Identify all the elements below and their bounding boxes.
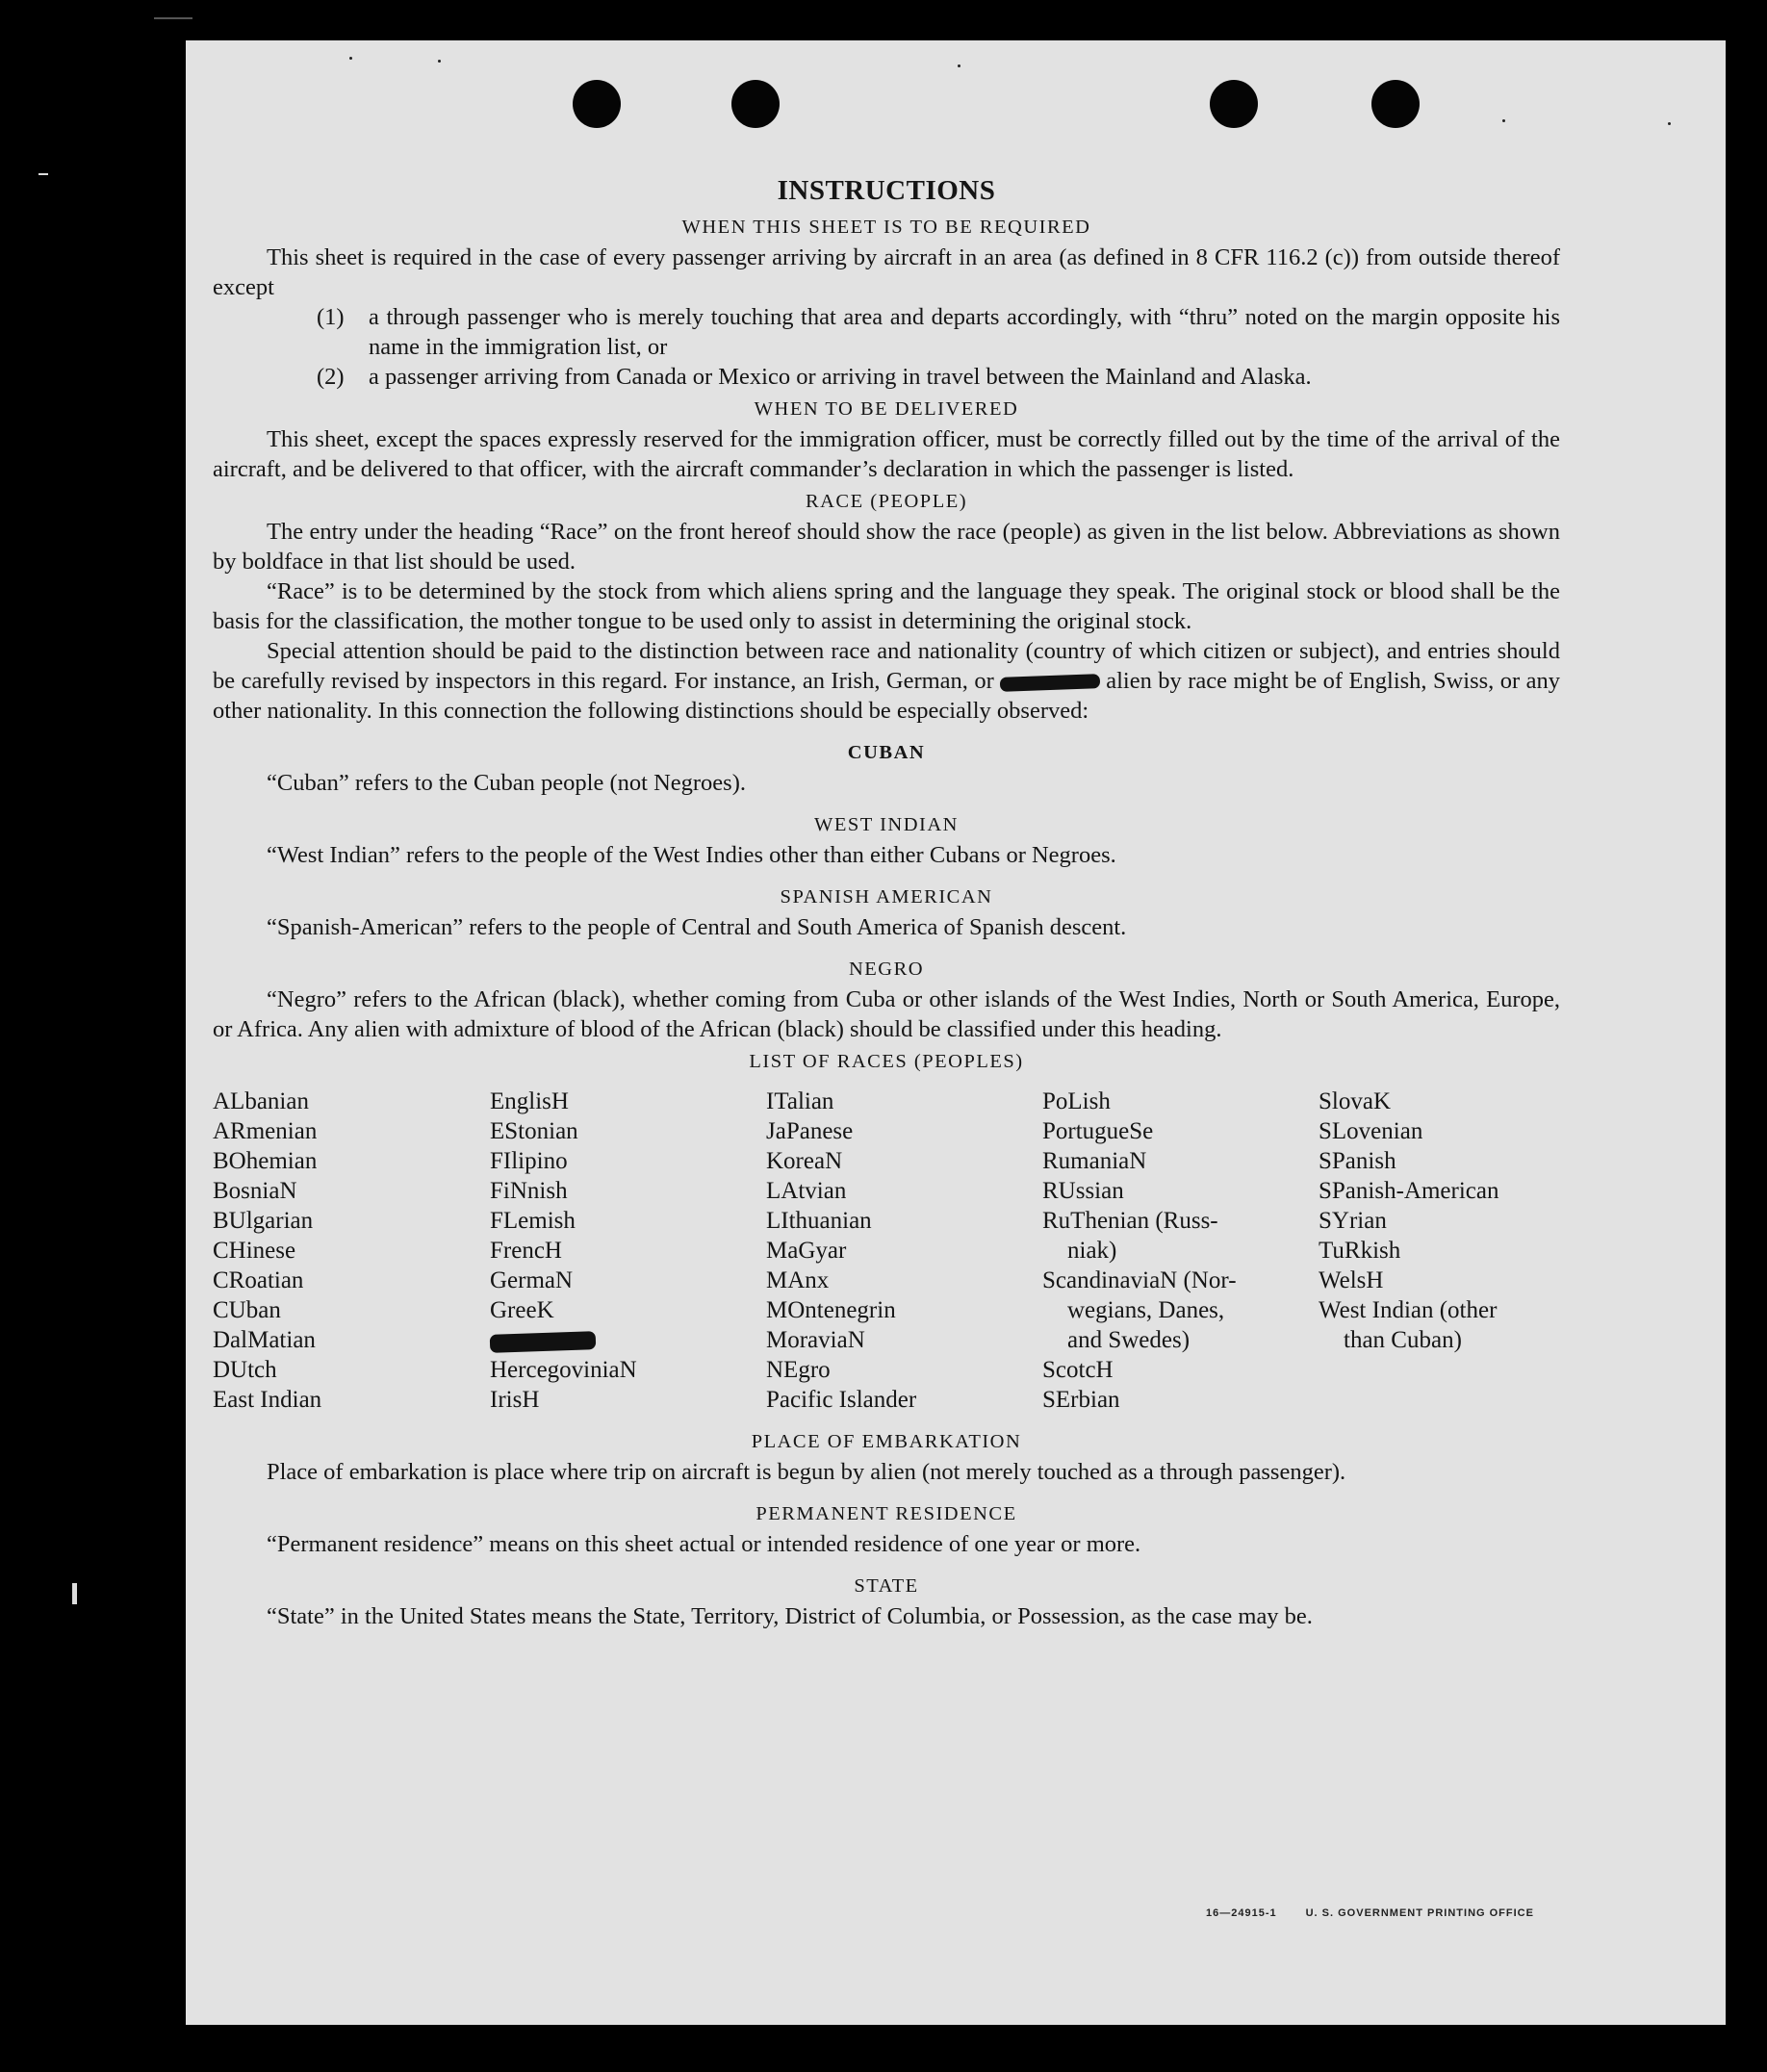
document-page: [186, 40, 1726, 2025]
race-entry: BOhemian: [213, 1148, 318, 1174]
race-column: [1319, 1087, 1559, 1415]
race-entry: BosniaN: [213, 1178, 297, 1204]
section-heading: RACE (PEOPLE): [805, 491, 968, 512]
punch-hole: [1371, 80, 1420, 128]
speck: [349, 57, 352, 60]
scan-mark: [72, 1583, 77, 1604]
paragraph: “Permanent residence” means on this sheet actual or intended residence of one year or more.: [267, 1531, 1141, 1557]
paragraph: “State” in the United States means the State, Territory, District of Columbia, or Possession, as the case may be.: [267, 1603, 1313, 1629]
race-entry: ALbanian: [213, 1088, 309, 1114]
race-entry: and Swedes): [1067, 1327, 1191, 1353]
instructions-body: [213, 171, 1560, 1631]
speck: [1502, 119, 1505, 122]
race-entry: TuRkish: [1319, 1238, 1401, 1264]
race-column: [766, 1087, 1042, 1415]
race-entry: WelsH: [1319, 1267, 1384, 1293]
race-entry: DalMatian: [213, 1327, 316, 1353]
race-entry: SLovenian: [1319, 1118, 1423, 1144]
race-entry: IrisH: [490, 1387, 540, 1413]
race-entry: FiNnish: [490, 1178, 568, 1204]
race-entry: RumaniaN: [1042, 1148, 1147, 1174]
paragraph: This sheet is required in the case of every passenger arriving by aircraft in an area (as defined in 8 CFR 116.2 (c)) from outside thereof except: [213, 244, 1560, 300]
section-heading: PERMANENT RESIDENCE: [755, 1503, 1017, 1524]
race-entry: DUtch: [213, 1357, 277, 1383]
race-entry: SYrian: [1319, 1208, 1387, 1234]
race-entry: HercegoviniaN: [490, 1357, 637, 1383]
race-list: [213, 1087, 1560, 1415]
form-number: 16—24915-1: [1206, 1907, 1277, 1919]
race-entry: NEgro: [766, 1357, 831, 1383]
race-entry: RUssian: [1042, 1178, 1124, 1204]
page-title: INSTRUCTIONS: [777, 175, 996, 206]
race-entry: PoLish: [1042, 1088, 1111, 1114]
paragraph: Place of embarkation is place where trip on aircraft is begun by alien (not merely touched as a through passenger).: [267, 1459, 1346, 1485]
race-entry: FIlipino: [490, 1148, 568, 1174]
race-entry: niak): [1067, 1238, 1117, 1264]
printer-imprint: [1206, 1907, 1563, 1919]
paragraph: This sheet, except the spaces expressly reserved for the immigration officer, must be correctly filled out by the time of the arrival of the aircraft, and be delivered to that officer, with the aircraft commander’s declaration in which the passenger is listed.: [213, 426, 1560, 482]
exception-item: (1) a through passenger who is merely touching that area and departs accordingly, with “thru” noted on the margin opposite his name in the immigration list, or: [317, 304, 1560, 360]
race-entry: LAtvian: [766, 1178, 847, 1204]
race-entry: GreeK: [490, 1297, 554, 1323]
race-entry: RuThenian (Russ-: [1042, 1208, 1218, 1234]
punch-hole: [1210, 80, 1258, 128]
race-column: [1042, 1087, 1319, 1415]
section-heading: CUBAN: [847, 742, 926, 763]
race-entry: JaPanese: [766, 1118, 854, 1144]
paragraph: Special attention should be paid to the distinction between race and nationality (country of which citizen or subject), and entries should be carefully revised by inspectors in this regard. For instance, an Irish, German, or alien by race might be of English, Swiss, or any other nationality. In this connection the following distinctions should be especially observed:: [213, 638, 1560, 724]
race-entry: MaGyar: [766, 1238, 847, 1264]
speck: [958, 64, 960, 67]
race-entry: Pacific Islander: [766, 1387, 917, 1413]
race-entry: MOntenegrin: [766, 1297, 896, 1323]
race-entry: MoraviaN: [766, 1327, 865, 1353]
race-entry: CHinese: [213, 1238, 296, 1264]
punch-hole: [731, 80, 780, 128]
race-entry-redacted: [490, 1325, 766, 1355]
section-heading: WHEN TO BE DELIVERED: [754, 398, 1019, 420]
race-entry: BUlgarian: [213, 1208, 314, 1234]
race-entry: SErbian: [1042, 1387, 1120, 1413]
section-heading: NEGRO: [848, 959, 925, 980]
scan-mark: [38, 173, 48, 175]
race-entry: LIthuanian: [766, 1208, 872, 1234]
redaction-mark: [1000, 674, 1100, 692]
race-entry: KoreaN: [766, 1148, 843, 1174]
paragraph: “Spanish-American” refers to the people of Central and South America of Spanish descent.: [267, 914, 1127, 940]
section-heading: SPANISH AMERICAN: [780, 886, 993, 908]
race-entry: EnglisH: [490, 1088, 569, 1114]
race-entry: ITalian: [766, 1088, 834, 1114]
paragraph: The entry under the heading “Race” on the front hereof should show the race (people) as given in the list below. Abbreviations as shown by boldface in that list should be used.: [213, 519, 1560, 575]
race-entry: CRoatian: [213, 1267, 304, 1293]
section-heading: PLACE OF EMBARKATION: [751, 1431, 1022, 1452]
race-entry: SPanish-American: [1319, 1178, 1499, 1204]
speck: [1668, 122, 1671, 125]
section-heading: LIST OF RACES (PEOPLES): [749, 1051, 1024, 1072]
section-heading: WEST INDIAN: [814, 814, 959, 835]
race-entry: GermaN: [490, 1267, 574, 1293]
race-entry: East Indian: [213, 1387, 322, 1413]
race-column: [213, 1087, 490, 1415]
race-entry: PortugueSe: [1042, 1118, 1154, 1144]
race-entry: ScotcH: [1042, 1357, 1114, 1383]
race-entry: than Cuban): [1344, 1327, 1462, 1353]
race-entry: CUban: [213, 1297, 281, 1323]
race-entry: EStonian: [490, 1118, 578, 1144]
race-entry: ARmenian: [213, 1118, 318, 1144]
paragraph: “Negro” refers to the African (black), whether coming from Cuba or other islands of the West Indies, North or South America, Europe, or Africa. Any alien with admixture of blood of the African (black) should be classified under this heading.: [213, 986, 1560, 1042]
race-entry: MAnx: [766, 1267, 830, 1293]
paragraph: “Cuban” refers to the Cuban people (not Negroes).: [267, 770, 746, 796]
section-heading: WHEN THIS SHEET IS TO BE REQUIRED: [681, 217, 1091, 238]
race-entry: FrencH: [490, 1238, 562, 1264]
redaction-mark: [490, 1331, 597, 1353]
exception-item: (2) a passenger arriving from Canada or Mexico or arriving in travel between the Mainland and Alaska.: [317, 364, 1312, 390]
race-entry: West Indian (other: [1319, 1297, 1498, 1323]
speck: [438, 60, 441, 63]
race-entry: FLemish: [490, 1208, 576, 1234]
race-entry: ScandinaviaN (Nor-: [1042, 1267, 1237, 1293]
scan-mark: [154, 17, 192, 19]
paragraph: “Race” is to be determined by the stock from which aliens spring and the language they speak. The original stock or blood shall be the basis for the classification, the mother tongue to be used only to assist in determining the original stock.: [213, 578, 1560, 634]
race-entry: SlovaK: [1319, 1088, 1391, 1114]
race-column: [490, 1087, 766, 1415]
section-heading: STATE: [854, 1575, 919, 1597]
race-entry: wegians, Danes,: [1067, 1297, 1225, 1323]
race-entry: SPanish: [1319, 1148, 1396, 1174]
paragraph: “West Indian” refers to the people of the West Indies other than either Cubans or Negroes.: [267, 842, 1116, 868]
printer-name: U. S. GOVERNMENT PRINTING OFFICE: [1305, 1907, 1534, 1919]
punch-hole: [573, 80, 621, 128]
